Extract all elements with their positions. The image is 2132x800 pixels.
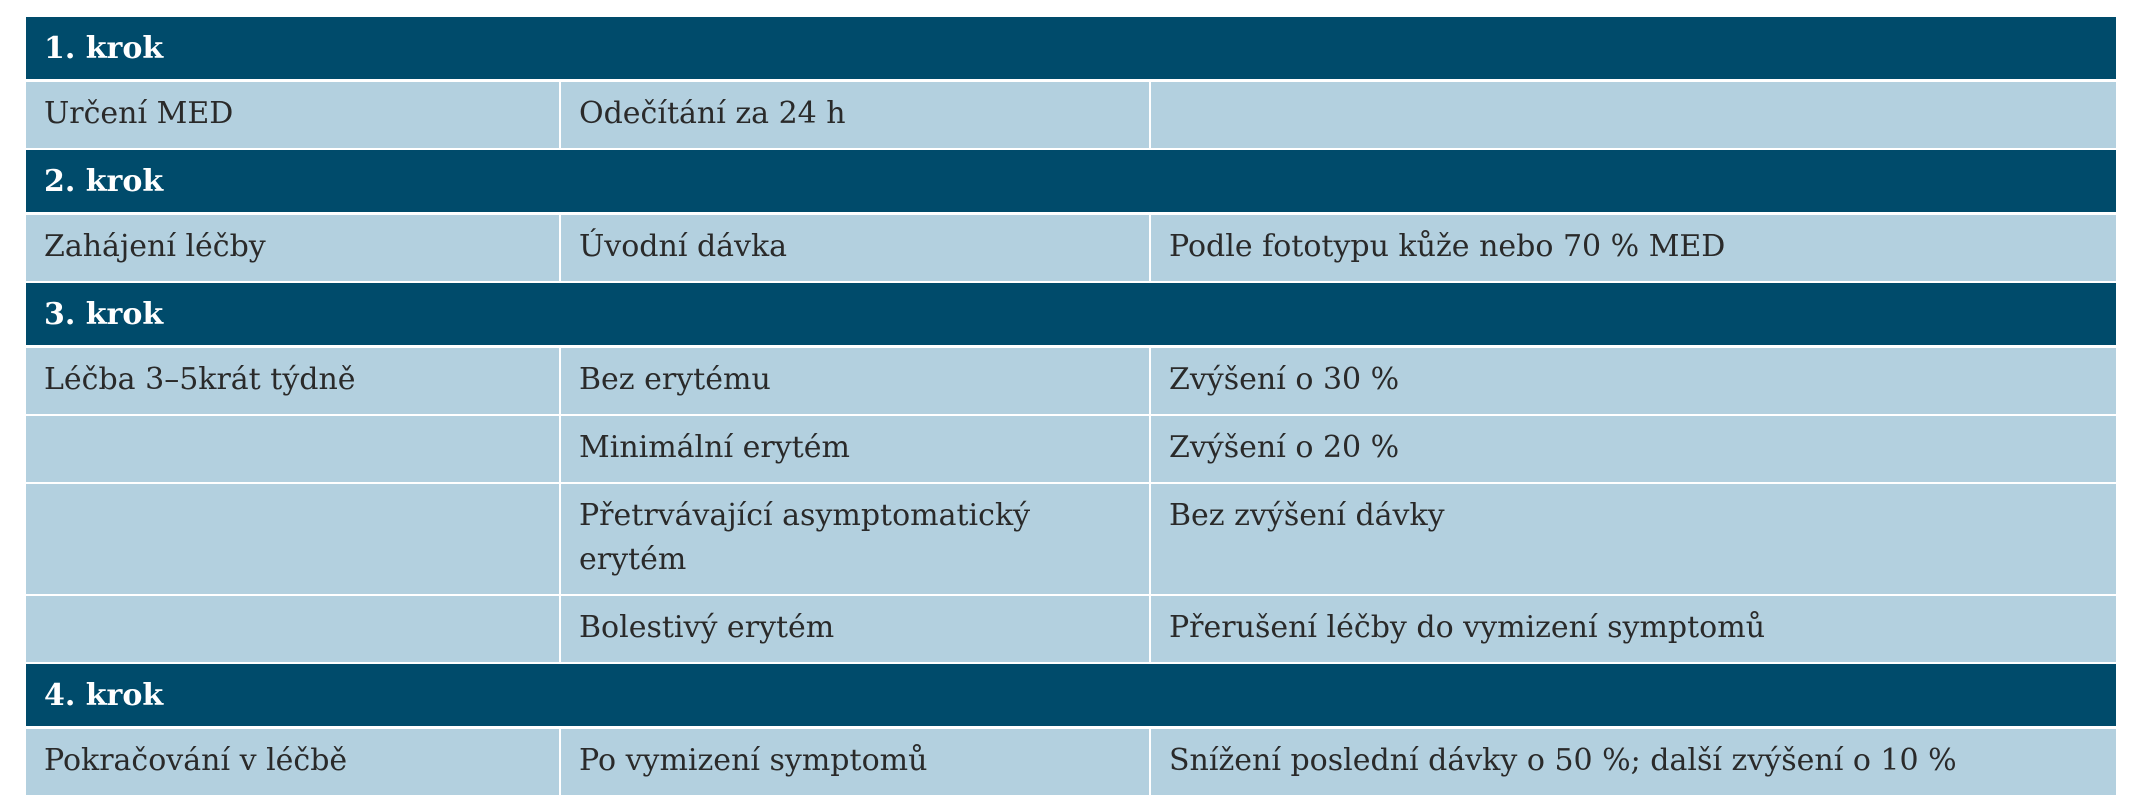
step-header-3: 3. krok: [26, 282, 2116, 347]
table-row: [26, 595, 2116, 663]
cell-condition: Bolestivý erytém: [560, 595, 1150, 663]
step-header-row: [26, 282, 2116, 347]
cell-action: Snížení poslední dávky o 50 %; další zvýšení o 10 %: [1150, 728, 2116, 797]
table-row: [26, 81, 2116, 150]
cell-phase: Léčba 3–5krát týdně: [26, 347, 560, 416]
cell-phase: Pokračování v léčbě: [26, 728, 560, 797]
step-header-row: [26, 17, 2116, 81]
cell-condition: Minimální erytém: [560, 415, 1150, 483]
cell-phase: [26, 483, 560, 595]
step-header-row: [26, 663, 2116, 728]
cell-action: Zvýšení o 20 %: [1150, 415, 2116, 483]
cell-condition: Po vymizení symptomů: [560, 728, 1150, 797]
table-row: [26, 728, 2116, 797]
table-row: [26, 415, 2116, 483]
cell-condition: Úvodní dávka: [560, 214, 1150, 283]
cell-condition: Bez erytému: [560, 347, 1150, 416]
phototherapy-protocol-table: [26, 17, 2116, 797]
table-row: [26, 214, 2116, 283]
cell-action: Přerušení léčby do vymizení symptomů: [1150, 595, 2116, 663]
cell-action: [1150, 81, 2116, 150]
table-row: [26, 483, 2116, 595]
protocol-table: [26, 17, 2116, 797]
step-header-row: [26, 149, 2116, 214]
step-header-4: 4. krok: [26, 663, 2116, 728]
cell-action: Zvýšení o 30 %: [1150, 347, 2116, 416]
cell-phase: Zahájení léčby: [26, 214, 560, 283]
cell-phase: Určení MED: [26, 81, 560, 150]
cell-action: Podle fototypu kůže nebo 70 % MED: [1150, 214, 2116, 283]
cell-phase: [26, 595, 560, 663]
cell-condition: Přetrvávající asymptomatický erytém: [560, 483, 1150, 595]
step-header-2: 2. krok: [26, 149, 2116, 214]
table-row: [26, 347, 2116, 416]
cell-action: Bez zvýšení dávky: [1150, 483, 2116, 595]
cell-condition: Odečítání za 24 h: [560, 81, 1150, 150]
step-header-1: 1. krok: [26, 17, 2116, 81]
cell-phase: [26, 415, 560, 483]
